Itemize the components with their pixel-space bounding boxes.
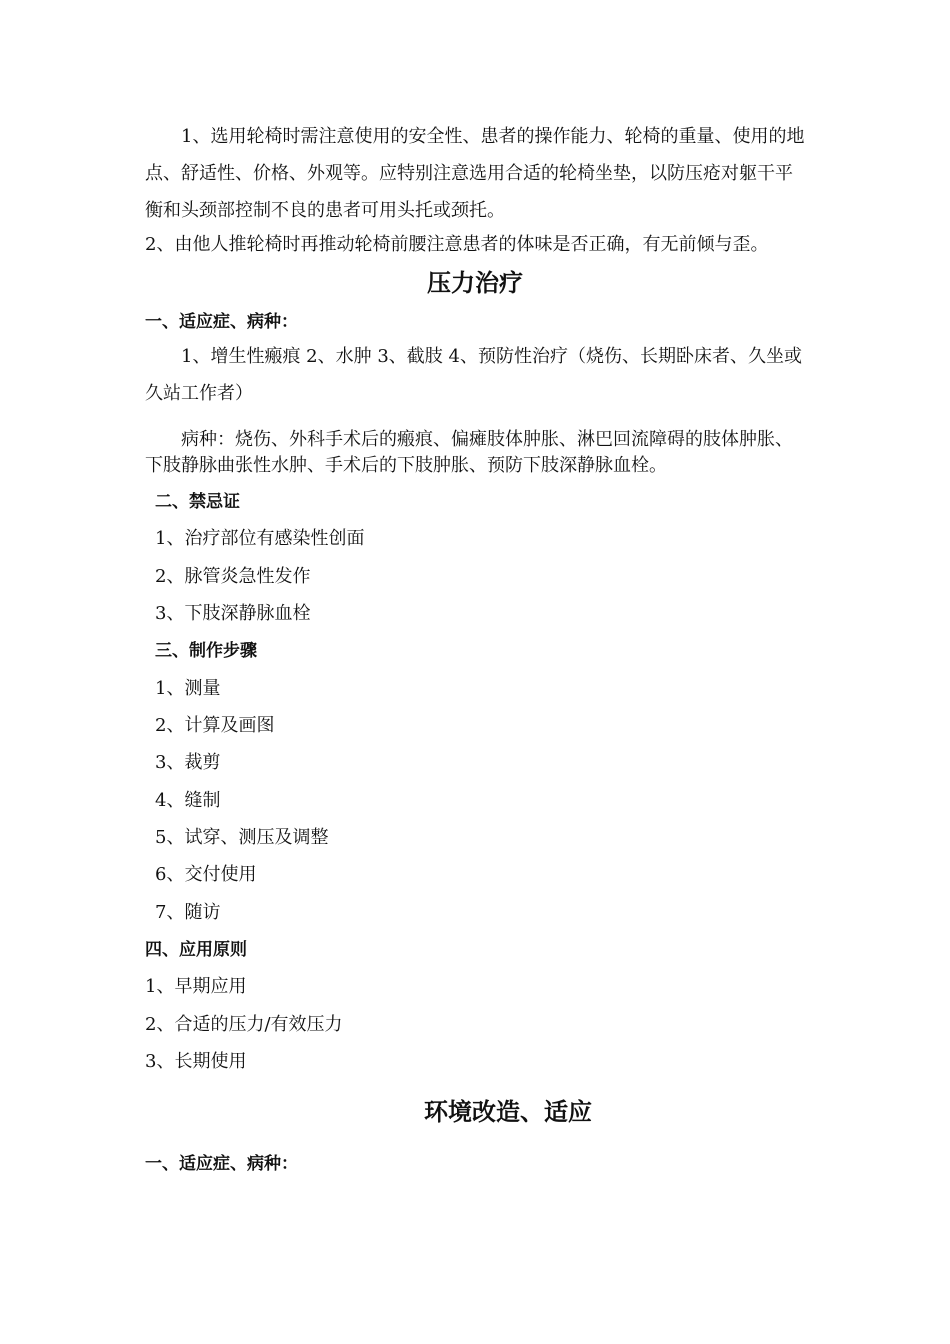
principle-item: 2、合适的压力/有效压力	[145, 1014, 343, 1035]
environment-indications-heading: 一、适应症、病种：	[145, 1154, 298, 1174]
pressure-principles-heading: 四、应用原则	[145, 940, 247, 960]
contraindication-item: 1、治疗部位有感染性创面	[155, 528, 365, 549]
pressure-steps-heading: 三、制作步骤	[155, 641, 257, 661]
principle-item: 1、早期应用	[145, 976, 247, 997]
pressure-indications-heading: 一、适应症、病种：	[145, 312, 298, 332]
step-item: 7、随访	[155, 902, 221, 923]
principle-item: 3、长期使用	[145, 1051, 247, 1072]
pressure-contraindications-heading: 二、禁忌证	[155, 492, 240, 512]
step-item: 3、裁剪	[155, 752, 221, 773]
section-title-environment: 环境改造、适应	[424, 1098, 592, 1126]
wheelchair-note-1: 1、选用轮椅时需注意使用的安全性、患者的操作能力、轮椅的重量、使用的地点、舒适性、价格、外观等。应特别注意选用合适的轮椅坐垫，以防压疮对躯干平衡和头颈部控制不良的患者可用头托或颈托。	[145, 126, 805, 221]
pressure-indications-text: 1、增生性瘢痕 2、水肿 3、截肢 4、预防性治疗（烧伤、长期卧床者、久坐或久站工作者）	[145, 346, 802, 404]
wheelchair-note-2: 2、由他人推轮椅时再推动轮椅前腰注意患者的体味是否正确，有无前倾与歪。	[145, 234, 769, 255]
pressure-diseases-text: 病种：烧伤、外科手术后的瘢痕、偏瘫肢体肿胀、淋巴回流障碍的肢体肿胀、下肢静脉曲张性水肿、手术后的下肢肿胀、预防下肢深静脉血栓。	[145, 429, 793, 476]
step-item: 4、缝制	[155, 790, 221, 811]
step-item: 1、测量	[155, 678, 221, 699]
contraindication-item: 3、下肢深静脉血栓	[155, 603, 311, 624]
step-item: 2、计算及画图	[155, 715, 275, 736]
step-item: 5、试穿、测压及调整	[155, 827, 329, 848]
contraindication-item: 2、脉管炎急性发作	[155, 566, 311, 587]
step-item: 6、交付使用	[155, 864, 257, 885]
section-title-pressure-therapy: 压力治疗	[427, 269, 523, 297]
